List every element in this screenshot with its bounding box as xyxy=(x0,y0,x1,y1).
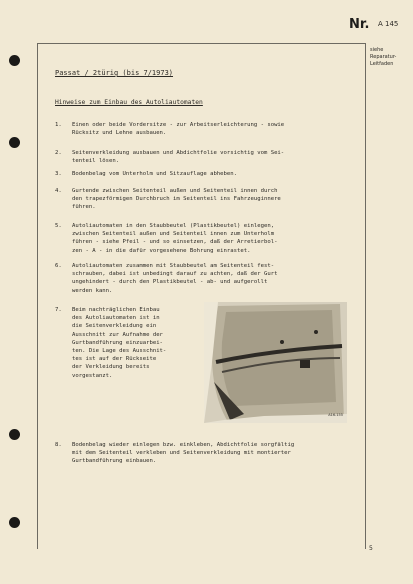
sheet-number-value: A 145 xyxy=(378,20,399,28)
photo-code: A16-155 xyxy=(328,413,343,417)
section-heading: Hinweise zum Einbau des Autoliautomaten xyxy=(55,99,203,106)
instruction-number: 1. xyxy=(55,122,62,128)
instruction-number: 8. xyxy=(55,442,62,448)
side-reference-line: Leitfaden xyxy=(370,61,394,67)
instruction-line: Gurtbandführung einzuarbei- xyxy=(72,339,163,346)
instruction-line: Einen oder beide Vordersitze - zur Arbeitserleichterung - sowie xyxy=(72,122,285,128)
instruction-text xyxy=(72,306,166,380)
punch-hole xyxy=(9,517,20,528)
instruction-line: ten. Die Lage des Ausschnit- xyxy=(72,348,167,355)
instruction-text xyxy=(72,262,277,295)
instruction-line: mit dem Seitenteil verkleben und Seitenverkleidung mit montierter xyxy=(72,450,291,457)
instruction-line: schrauben, dabei ist unbedingt darauf zu achten, daß der Gurt xyxy=(72,271,278,278)
instruction-line: tes ist auf der Rückseite xyxy=(72,356,157,363)
instruction-number: 6. xyxy=(55,263,62,269)
instruction-line: Rücksitz und Lehne ausbauen. xyxy=(72,130,167,137)
instruction-line: Bodenbelag wieder einlegen bzw. einkleben, Abdichtfolie sorgfältig xyxy=(72,442,295,448)
frame-line-left xyxy=(37,43,38,549)
instruction-line: ungehindert - durch den Plastikbeutel - ab- und aufgerollt xyxy=(72,279,268,286)
installation-photo xyxy=(204,302,347,423)
instruction-line: führen - siehe Pfeil - und so einsetzen, daß der Arretierbol- xyxy=(72,239,278,246)
side-reference xyxy=(370,47,396,68)
instruction-text xyxy=(72,149,284,165)
punch-hole xyxy=(9,55,20,66)
instruction-number: 2. xyxy=(55,150,62,156)
instruction-line: Gurtende zwischen Seitenteil außen und Seitenteil innen durch xyxy=(72,188,278,194)
instruction-line: die Seitenverkleidung ein xyxy=(72,323,157,330)
installation-photo-drawing xyxy=(204,302,347,423)
instruction-line: Bodenbelag vom Unterholm und Sitzauflage abheben. xyxy=(72,171,238,177)
instruction-line: zwischen Seitenteil außen und Seitenteil innen zum Unterholm xyxy=(72,231,275,238)
frame-line-right xyxy=(365,43,366,549)
instruction-text xyxy=(72,441,294,466)
side-reference-line: siehe xyxy=(370,47,384,53)
instruction-number: 3. xyxy=(55,171,62,177)
instruction-text xyxy=(72,121,284,137)
page-number: 5 xyxy=(369,545,373,552)
instruction-line: Autoliautomaten zusammen mit Staubbeutel am Seitenteil fest- xyxy=(72,263,275,269)
document-title: Passat / 2türig (bis 7/1973) xyxy=(55,69,174,77)
instruction-text xyxy=(72,187,281,212)
instruction-number: 7. xyxy=(55,307,62,313)
instruction-line: den trapezförmigen Durchbruch im Seitenteil ins Fahrzeuginnere xyxy=(72,196,281,203)
instruction-line: Autoliautomaten in den Staubbeutel (Plastikbeutel) einlegen, xyxy=(72,223,275,229)
instruction-line: der Verkleidung bereits xyxy=(72,364,150,371)
instruction-line: Gurtbandführung einbauen. xyxy=(72,458,157,465)
instruction-text xyxy=(72,170,237,178)
frame-line-top xyxy=(37,43,365,44)
side-reference-line: Reparatur- xyxy=(370,54,397,60)
instruction-line: zen - A - in die dafür vorgesehene Bohrung einrastet. xyxy=(72,247,251,254)
instruction-line: führen. xyxy=(72,204,96,211)
instruction-number: 4. xyxy=(55,188,62,194)
instruction-line: vorgestanzt. xyxy=(72,372,113,379)
instruction-line: Ausschnitt zur Aufnahme der xyxy=(72,331,163,338)
punch-hole xyxy=(9,137,20,148)
instruction-line: Beim nachträglichen Einbau xyxy=(72,307,160,313)
instruction-line: des Autoliautomaten ist in xyxy=(72,315,160,322)
instruction-line: Seitenverkleidung ausbauen und Abdichtfolie vorsichtig vom Sei- xyxy=(72,150,285,156)
sheet-number-label: Nr. xyxy=(349,17,370,32)
instruction-line: werden kann. xyxy=(72,287,113,294)
instruction-line: tenteil lösen. xyxy=(72,158,120,165)
instruction-number: 5. xyxy=(55,223,62,229)
punch-hole xyxy=(9,429,20,440)
instruction-text xyxy=(72,222,277,255)
